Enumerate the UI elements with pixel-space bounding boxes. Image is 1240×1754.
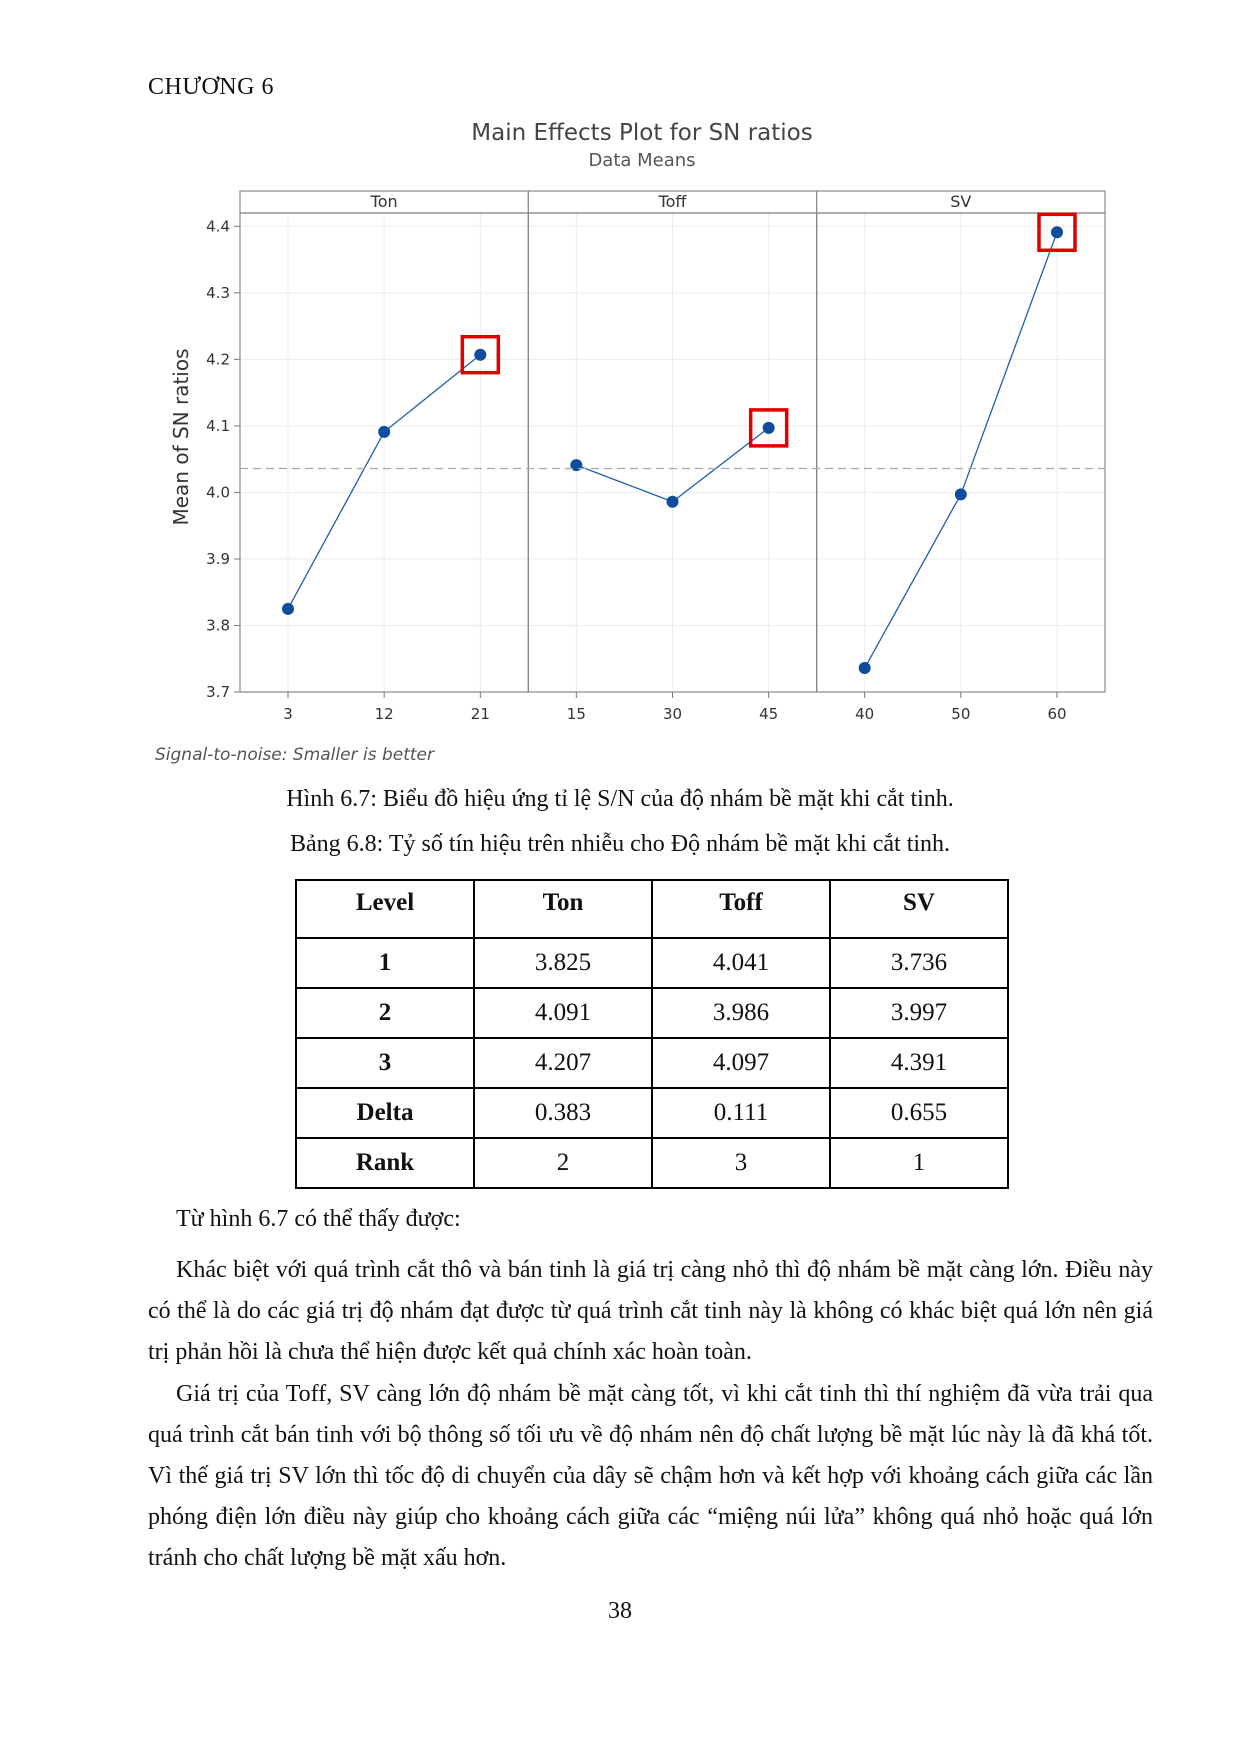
row-label: 1 (296, 938, 474, 988)
y-tick-label: 4.4 (206, 217, 230, 236)
table-row (296, 1038, 1008, 1088)
cell-toff: 0.111 (652, 1088, 830, 1138)
chart-subtitle: Data Means (588, 150, 696, 171)
chapter-header: CHƯƠNG 6 (148, 74, 274, 100)
cell-ton: 0.383 (474, 1088, 652, 1138)
cell-sv: 4.391 (830, 1038, 1008, 1088)
panel-label-ton: Ton (370, 192, 398, 211)
cell-ton: 4.091 (474, 988, 652, 1038)
data-point (282, 603, 294, 615)
x-tick-label: 50 (951, 705, 971, 723)
table-row (296, 938, 1008, 988)
panel-label-toff: Toff (658, 192, 687, 211)
y-axis-label: Mean of SN ratios (169, 348, 193, 526)
row-label: 2 (296, 988, 474, 1038)
x-tick-label: 30 (662, 705, 683, 723)
table-header-row (296, 880, 1008, 938)
x-tick-label: 21 (470, 705, 490, 723)
y-tick-label: 3.7 (206, 683, 230, 701)
cell-ton: 4.207 (474, 1038, 652, 1088)
chart-footnote: Signal-to-noise: Smaller is better (155, 745, 434, 765)
cell-ton: 3.825 (474, 938, 652, 988)
y-tick-label: 4.0 (206, 483, 230, 502)
data-point (763, 422, 775, 434)
cell-toff: 3.986 (652, 988, 830, 1038)
cell-toff: 3 (652, 1138, 830, 1188)
paragraph-2: Giá trị của Toff, SV càng lớn độ nhám bề mặt càng tốt, vì khi cắt tinh thì thí nghiệm đã vừa trải qua quá trình cắt bán tinh với bộ thông số tối ưu về độ nhám nên độ chất lượng bề mặt lúc này là đã khá tốt. Vì thế giá trị SV lớn thì tốc độ di chuyển của dây sẽ chậm hơn và kết hợp với khoảng cách giữa các lần phóng điện lớn điều này giúp cho khoảng cách giữa các “miệng núi lửa” không quá nhỏ hoặc quá lớn tránh cho chất lượng bề mặt xấu hơn. (148, 1381, 1153, 1571)
data-point (1051, 226, 1063, 238)
data-point (570, 459, 582, 471)
cell-ton: 2 (474, 1138, 652, 1188)
x-tick-label: 40 (855, 705, 875, 723)
cell-toff: 4.097 (652, 1038, 830, 1088)
table-row (296, 988, 1008, 1038)
x-tick-label: 3 (283, 705, 293, 723)
data-point (667, 496, 679, 508)
row-label: Delta (296, 1088, 474, 1138)
cell-sv: 3.736 (830, 938, 1008, 988)
cell-sv: 0.655 (830, 1088, 1008, 1138)
x-tick-label: 60 (1047, 705, 1067, 723)
chart-title: Main Effects Plot for SN ratios (471, 120, 813, 146)
header-sv: SV (830, 880, 1008, 938)
data-point (859, 662, 871, 674)
y-tick-label: 3.8 (206, 616, 230, 635)
main-effects-chart (0, 0, 1240, 780)
y-tick-label: 4.3 (206, 283, 230, 302)
page-number: 38 (608, 1598, 632, 1624)
header-toff: Toff (652, 880, 830, 938)
panel-label-sv: SV (950, 192, 972, 211)
figure-caption: Hình 6.7: Biểu đồ hiệu ứng tỉ lệ S/N của độ nhám bề mặt khi cắt tinh. (286, 786, 954, 812)
row-label: 3 (296, 1038, 474, 1088)
table-row (296, 1088, 1008, 1138)
paragraph-intro: Từ hình 6.7 có thể thấy được: (176, 1206, 461, 1232)
data-point (955, 488, 967, 500)
table-caption: Bảng 6.8: Tỷ số tín hiệu trên nhiễu cho Độ nhám bề mặt khi cắt tinh. (289, 831, 951, 857)
paragraph-1: Khác biệt với quá trình cắt thô và bán tinh là giá trị càng nhỏ thì độ nhám bề mặt càng lớn. Điều này có thể là do các giá trị độ nhám đạt được từ quá trình cắt tinh này là không có khác biệt quá lớn nên giá trị phản hồi là chưa thể hiện được kết quả chính xác hoàn toàn. (148, 1257, 1153, 1365)
cell-sv: 3.997 (830, 988, 1008, 1038)
cell-toff: 4.041 (652, 938, 830, 988)
data-point (378, 426, 390, 438)
x-tick-label: 12 (374, 705, 394, 723)
x-tick-label: 15 (566, 705, 586, 723)
y-tick-label: 4.2 (206, 350, 230, 369)
table-row (296, 1138, 1008, 1188)
header-ton: Ton (474, 880, 652, 938)
cell-sv: 1 (830, 1138, 1008, 1188)
row-label: Rank (296, 1138, 474, 1188)
header-level: Level (296, 880, 474, 938)
plot-area (206, 191, 1105, 723)
sn-ratio-table (295, 879, 1009, 1189)
x-tick-label: 45 (759, 705, 779, 723)
data-point (474, 349, 486, 361)
y-tick-label: 3.9 (206, 549, 230, 568)
y-tick-label: 4.1 (206, 416, 230, 435)
